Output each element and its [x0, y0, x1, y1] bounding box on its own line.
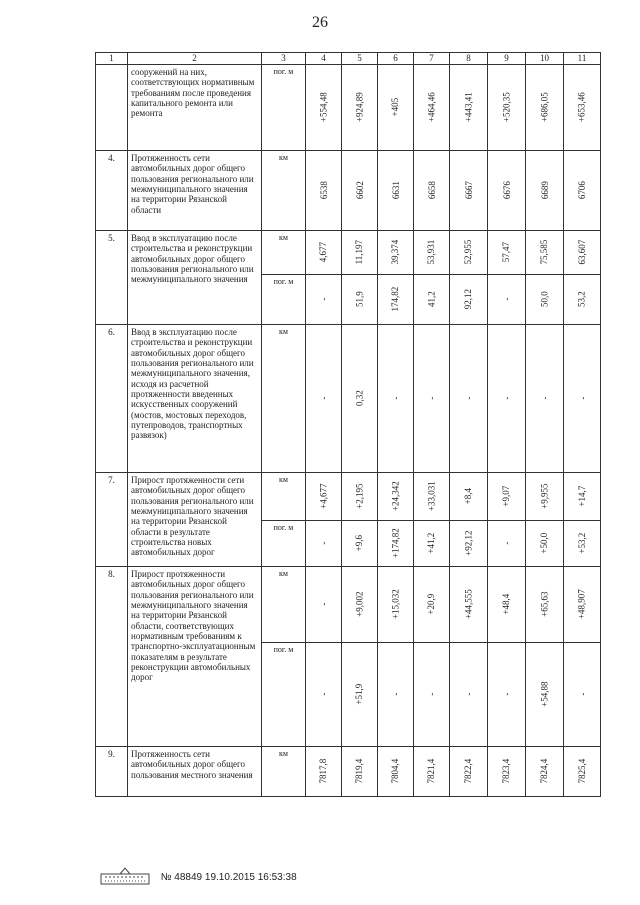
value-text: 4,677 [318, 242, 329, 263]
value-text: - [390, 397, 401, 400]
value-cell [488, 521, 526, 567]
value-cell [342, 151, 378, 231]
value-cell [488, 325, 526, 473]
value-cell [564, 473, 601, 521]
value-cell [414, 151, 450, 231]
header-cell: 6 [378, 53, 414, 65]
table-row [96, 65, 601, 151]
value-text: +33,031 [426, 481, 437, 512]
value-text: +48,4 [501, 594, 512, 615]
value-cell [342, 521, 378, 567]
value-text: +464,46 [426, 92, 437, 123]
value-text: - [318, 603, 329, 606]
value-cell [526, 151, 564, 231]
value-cell [488, 275, 526, 325]
unit-cell: км [262, 473, 306, 521]
value-cell [450, 567, 488, 643]
value-cell [342, 747, 378, 797]
value-cell [378, 65, 414, 151]
value-cell [414, 643, 450, 747]
value-text: - [318, 693, 329, 696]
value-cell [414, 567, 450, 643]
value-text: 7822,4 [463, 759, 474, 784]
value-text: 51,9 [354, 291, 365, 308]
value-cell [414, 325, 450, 473]
value-text: 6676 [501, 181, 512, 200]
row-number: 4. [96, 151, 128, 231]
value-cell [414, 747, 450, 797]
row-description: Прирост протяженности сети автомобильных дорог общего пользования регионального или межмуниципального значения на территории Рязанской области в результате строительства новых автомобильных дорог [128, 473, 262, 567]
value-text: 6631 [390, 181, 401, 200]
value-text: +15,032 [390, 589, 401, 620]
value-text: - [463, 397, 474, 400]
header-cell: 7 [414, 53, 450, 65]
row-description: Протяженность сети автомобильных дорог общего пользования местного значения [128, 747, 262, 797]
value-text: 7825,4 [576, 759, 587, 784]
row-description: Ввод в эксплуатацию после строительства и реконструкции автомобильных дорог общего пользования регионального или межмуниципального значения, исходя из расчетной протяженности введенных искусственных сооружений (мостов, мостовых переходов, путепроводов, транспортных развязок) [128, 325, 262, 473]
row-number: 6. [96, 325, 128, 473]
value-cell [526, 643, 564, 747]
table-row [96, 325, 601, 473]
value-cell [306, 567, 342, 643]
value-text: 0,32 [354, 390, 365, 407]
value-text: +92,12 [463, 530, 474, 557]
value-text: 63,607 [576, 240, 587, 265]
value-cell [378, 643, 414, 747]
value-text: +174,82 [390, 528, 401, 559]
header-row [96, 53, 601, 65]
value-cell [378, 151, 414, 231]
value-cell [414, 231, 450, 275]
unit-cell: км [262, 151, 306, 231]
value-cell [526, 747, 564, 797]
value-text: 174,82 [390, 287, 401, 312]
value-cell [564, 567, 601, 643]
header-cell: 2 [128, 53, 262, 65]
value-text: +8,4 [463, 488, 474, 505]
value-text: +686,05 [539, 92, 550, 123]
value-cell [488, 231, 526, 275]
value-cell [306, 521, 342, 567]
value-cell [342, 473, 378, 521]
value-cell [450, 473, 488, 521]
row-number: 7. [96, 473, 128, 567]
value-cell [306, 473, 342, 521]
value-cell [306, 65, 342, 151]
value-cell [306, 643, 342, 747]
value-text: +65,63 [539, 591, 550, 618]
document-number: № 48849 [160, 872, 203, 883]
unit-cell: км [262, 231, 306, 275]
value-text: 6689 [539, 181, 550, 200]
value-cell [488, 65, 526, 151]
unit-cell: км [262, 747, 306, 797]
value-cell [450, 643, 488, 747]
row-number [96, 65, 128, 151]
unit-cell: пог. м [262, 521, 306, 567]
row-description: Ввод в эксплуатацию после строительства и реконструкции автомобильных дорог общего пользования регионального или межмуниципального значения [128, 231, 262, 325]
document-datetime: 19.10.2015 16:53:38 [204, 872, 297, 883]
value-text: - [426, 397, 437, 400]
value-text: +924,89 [354, 92, 365, 123]
value-cell [526, 521, 564, 567]
value-text: 6658 [426, 181, 437, 200]
value-text: +405 [390, 98, 401, 117]
value-cell [488, 643, 526, 747]
table-row [96, 567, 601, 643]
value-text: +2,195 [354, 483, 365, 510]
value-text: +9,955 [539, 483, 550, 510]
value-cell [526, 325, 564, 473]
value-text: +9,002 [354, 591, 365, 618]
value-cell [526, 567, 564, 643]
value-text: 6706 [576, 181, 587, 200]
value-cell [306, 275, 342, 325]
value-text: 75,585 [539, 240, 550, 265]
value-text: - [576, 693, 587, 696]
value-text: - [501, 298, 512, 301]
value-text: 53,931 [426, 240, 437, 265]
value-text: 7817,8 [318, 759, 329, 784]
value-text: +14,7 [576, 486, 587, 507]
header-cell: 8 [450, 53, 488, 65]
header-cell: 10 [526, 53, 564, 65]
value-text: +24,342 [390, 481, 401, 512]
value-cell [342, 643, 378, 747]
value-text: 7804,4 [390, 759, 401, 784]
value-cell [306, 231, 342, 275]
value-text: 92,12 [463, 289, 474, 310]
data-table [95, 52, 601, 797]
value-cell [306, 747, 342, 797]
value-cell [342, 275, 378, 325]
value-text: 6538 [318, 181, 329, 200]
header-cell: 11 [564, 53, 601, 65]
table-row [96, 151, 601, 231]
value-cell [342, 567, 378, 643]
unit-cell: пог. м [262, 65, 306, 151]
header-cell: 4 [306, 53, 342, 65]
value-text: - [318, 542, 329, 545]
value-text: - [576, 397, 587, 400]
value-text: - [501, 542, 512, 545]
table-row [96, 473, 601, 521]
value-text: 7823,4 [501, 759, 512, 784]
value-cell [342, 65, 378, 151]
value-cell [564, 231, 601, 275]
value-text: 7821,4 [426, 759, 437, 784]
value-text: 6667 [463, 181, 474, 200]
value-text: - [539, 397, 550, 400]
header-cell: 3 [262, 53, 306, 65]
value-text: +54,88 [539, 681, 550, 708]
value-text: - [501, 693, 512, 696]
value-cell [450, 151, 488, 231]
value-cell [450, 325, 488, 473]
value-cell [306, 151, 342, 231]
value-cell [488, 473, 526, 521]
emblem-icon [100, 866, 150, 889]
header-cell: 9 [488, 53, 526, 65]
value-text: 6602 [354, 181, 365, 200]
value-cell [564, 325, 601, 473]
value-text: 39,374 [390, 240, 401, 265]
value-cell [450, 65, 488, 151]
value-cell [450, 275, 488, 325]
value-cell [414, 275, 450, 325]
value-text: +653,46 [576, 92, 587, 123]
value-cell [414, 521, 450, 567]
value-text: +443,41 [463, 92, 474, 123]
value-cell [526, 231, 564, 275]
unit-cell: пог. м [262, 643, 306, 747]
row-number: 9. [96, 747, 128, 797]
value-text: 11,197 [354, 240, 365, 265]
table-row [96, 231, 601, 275]
value-cell [450, 231, 488, 275]
unit-cell: пог. м [262, 275, 306, 325]
unit-cell: км [262, 325, 306, 473]
value-cell [414, 65, 450, 151]
value-text: +51,9 [354, 684, 365, 705]
value-text: +44,555 [463, 589, 474, 620]
value-text: 41,2 [426, 291, 437, 308]
row-description: Прирост протяженности автомобильных дорог общего пользования регионального или межмуниципального значения на территории Рязанской области, соответствующих нормативным требованиям к транспортно-эксплуатационным показателям в результате реконструкции автомобильных дорог [128, 567, 262, 747]
row-number: 5. [96, 231, 128, 325]
value-text: 53,2 [576, 291, 587, 308]
value-text: +20,9 [426, 594, 437, 615]
value-text: 7819,4 [354, 759, 365, 784]
value-cell [450, 747, 488, 797]
row-description: сооружений на них, соответствующих нормативным требованиям после проведения капитального ремонта или ремонта [128, 65, 262, 151]
footer [100, 866, 297, 889]
value-text: +48,907 [576, 589, 587, 620]
value-cell [414, 473, 450, 521]
value-cell [342, 231, 378, 275]
value-cell [378, 521, 414, 567]
value-cell [526, 473, 564, 521]
value-cell [564, 643, 601, 747]
value-text: +4,677 [318, 483, 329, 510]
value-text: 52,955 [463, 240, 474, 265]
value-text: 7824,4 [539, 759, 550, 784]
value-cell [526, 275, 564, 325]
value-text: - [501, 397, 512, 400]
value-cell [526, 65, 564, 151]
value-text: - [426, 693, 437, 696]
value-text: +9,6 [354, 535, 365, 552]
value-cell [342, 325, 378, 473]
value-cell [564, 65, 601, 151]
value-cell [306, 325, 342, 473]
value-cell [564, 747, 601, 797]
value-text: - [318, 298, 329, 301]
row-description: Протяженность сети автомобильных дорог общего пользования регионального или межмуниципального значения на территории Рязанской области [128, 151, 262, 231]
value-cell [564, 275, 601, 325]
value-cell [378, 325, 414, 473]
value-text: - [463, 693, 474, 696]
value-text: +9,07 [501, 486, 512, 507]
value-text: - [390, 693, 401, 696]
value-text: 50,0 [539, 291, 550, 308]
value-text: +520,35 [501, 92, 512, 123]
unit-cell: км [262, 567, 306, 643]
value-text: - [318, 397, 329, 400]
value-cell [378, 231, 414, 275]
table-row [96, 747, 601, 797]
value-cell [378, 747, 414, 797]
value-cell [378, 567, 414, 643]
value-text: +50,0 [539, 533, 550, 554]
value-cell [450, 521, 488, 567]
header-cell: 1 [96, 53, 128, 65]
value-cell [488, 747, 526, 797]
value-cell [488, 567, 526, 643]
page-number: 26 [312, 14, 328, 31]
value-cell [488, 151, 526, 231]
value-text: +554,48 [318, 92, 329, 123]
header-cell: 5 [342, 53, 378, 65]
value-cell [564, 151, 601, 231]
value-cell [378, 275, 414, 325]
value-text: +53,2 [576, 533, 587, 554]
row-number: 8. [96, 567, 128, 747]
value-cell [564, 521, 601, 567]
value-cell [378, 473, 414, 521]
value-text: 57,47 [501, 242, 512, 263]
value-text: +41,2 [426, 533, 437, 554]
